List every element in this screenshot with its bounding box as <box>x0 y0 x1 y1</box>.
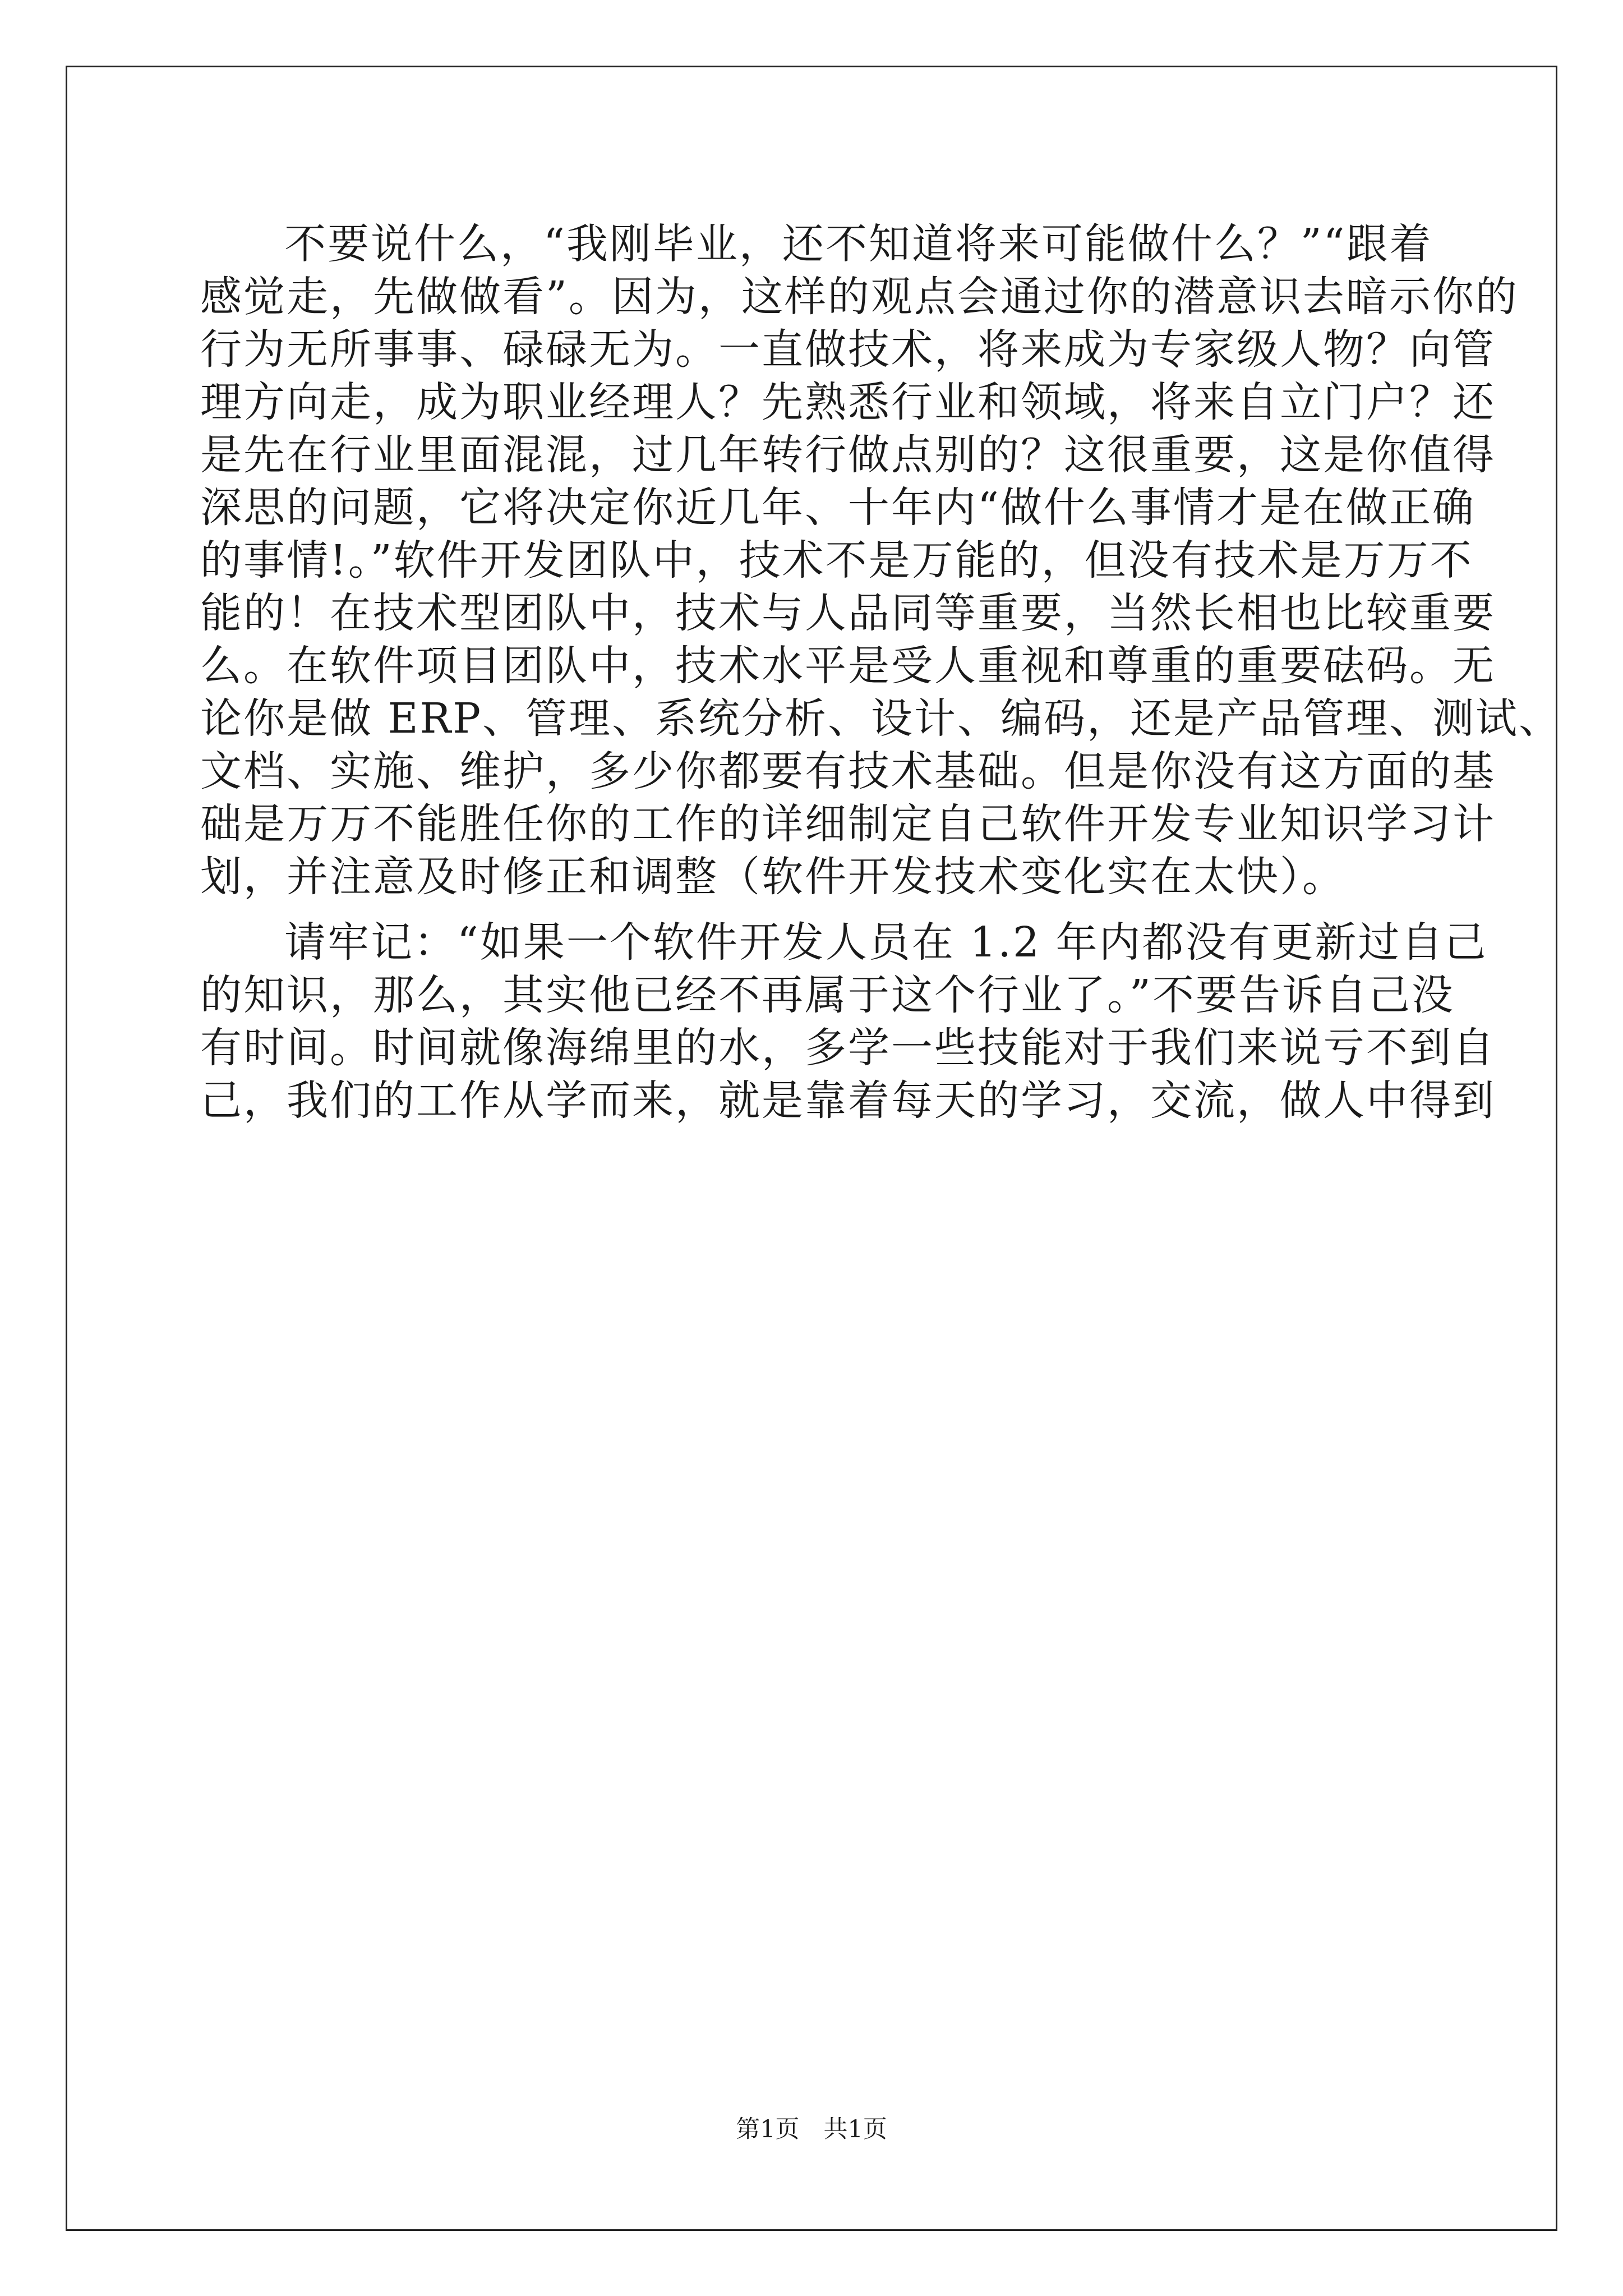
paragraph-1-line-6: 深思的问题，它将决定你近几年、十年内“做什么事情才是在做正确 <box>200 484 1476 532</box>
paragraph-2-line-1: 请牢记：“如果一个软件开发人员在 1.2 年内都没有更新过自己 <box>284 918 1488 967</box>
paragraph-1-line-8: 能的！在技术型团队中，技术与人品同等重要，当然长相也比较重要 <box>200 589 1496 637</box>
paragraph-1-line-4: 理方向走，成为职业经理人？先熟悉行业和领域，将来自立门户？还 <box>200 378 1496 426</box>
paragraph-1-line-7: 的事情!。”软件开发团队中，技术不是万能的，但没有技术是万万不 <box>200 536 1473 585</box>
paragraph-2-line-4: 己，我们的工作从学而来，就是靠着每天的学习，交流，做人中得到 <box>200 1076 1496 1125</box>
paragraph-1-line-9: 么。在软件项目团队中，技术水平是受人重视和尊重的重要砝码。无 <box>200 642 1496 690</box>
page-number-footer: 第1页 共1页 <box>736 2115 887 2143</box>
paragraph-1-line-1: 不要说什么，“我刚毕业，还不知道将来可能做什么？”“跟着 <box>284 220 1433 268</box>
paragraph-1-line-5: 是先在行业里面混混，过几年转行做点别的？这很重要，这是你值得 <box>200 431 1496 479</box>
paragraph-1-line-3: 行为无所事事、碌碌无为。一直做技术，将来成为专家级人物？向管 <box>200 325 1496 374</box>
paragraph-1-line-11: 文档、实施、维护，多少你都要有技术基础。但是你没有这方面的基 <box>200 747 1496 795</box>
paragraph-2-line-2: 的知识，那么，其实他已经不再属于这个行业了。”不要告诉自己没 <box>200 971 1455 1019</box>
paragraph-2-line-3: 有时间。时间就像海绵里的水，多学一些技能对于我们来说亏不到自 <box>200 1024 1496 1072</box>
paragraph-1-line-2: 感觉走，先做做看”。因为，这样的观点会通过你的潜意识去暗示你的 <box>200 273 1519 321</box>
paragraph-1-line-10: 论你是做 ERP、管理、系统分析、设计、编码，还是产品管理、测试、 <box>200 694 1562 743</box>
paragraph-1-line-13: 划，并注意及时修正和调整（软件开发技术变化实在太快）。 <box>200 853 1345 901</box>
paragraph-1-line-12: 础是万万不能胜任你的工作的详细制定自己软件开发专业知识学习计 <box>200 800 1496 848</box>
